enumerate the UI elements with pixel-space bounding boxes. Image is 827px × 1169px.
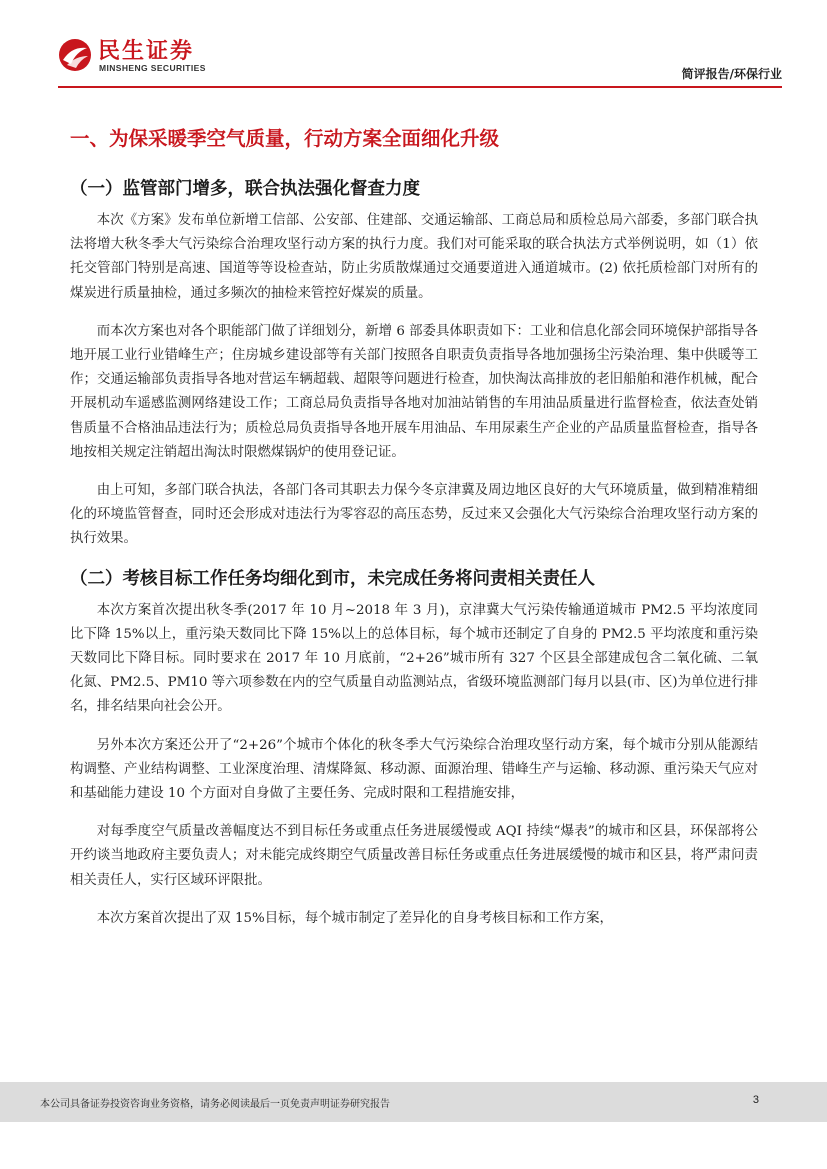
paragraph: 本次方案首次提出秋冬季(2017 年 10 月~2018 年 3 月)，京津冀大气污染传输通道城市 PM2.5 平均浓度同比下降 15%以上，重污染天数同比下降 15%以上的总体目标，每个城市还制定了自身的 PM2.5 平均浓度和重污染天数同比下降目标。同时要求在 2017 年 10 月底前，“2+26”城市所有 327 个区县全部建成包含二氧化硫、二氧化氮、PM2.5、PM10 等六项参数在内的空气质量自动监测站点，省级环境监测部门每月以县(市、区)为单位进行排名，排名结果向社会公开。	[70, 602, 758, 715]
paragraph: 由上可知，多部门联合执法，各部门各司其职去力保今冬京津冀及周边地区良好的大气环境质量，做到精准精细化的环境监管督查，同时还会形成对违法行为零容忍的高压态势，反过来又会强化大气污染综合治理攻坚行动方案的执行效果。	[70, 483, 758, 547]
logo-text-en: MINSHENG SECURITIES	[99, 63, 206, 73]
logo-text-cn: 民生证券	[98, 39, 195, 64]
footer-disclaimer: 本公司具备证券投资咨询业务资格，请务必阅读最后一页免责声明证券研究报告	[40, 1099, 390, 1110]
report-type-label: 简评报告/环保行业	[681, 67, 782, 81]
minsheng-logo	[58, 34, 238, 78]
page-footer	[0, 1082, 827, 1122]
paragraph: 而本次方案也对各个职能部门做了详细划分，新增 6 部委具体职责如下：工业和信息化部会同环境保护部指导各地开展工业行业错峰生产；住房城乡建设部等有关部门按照各自职责负责指导各地加强扬尘污染治理、集中供暖等工作；交通运输部负责指导各地对营运车辆超载、超限等问题进行检查，加快淘汰高排放的老旧船舶和港作机械，配合开展机动车遥感监测网络建设工作；工商总局负责指导各地对加油站销售的车用油品质量进行监督检查，依法查处销售质量不合格油品违法行为；质检总局负责指导各地开展车用油品、车用尿素生产企业的产品质量监督检查，指导各地按相关规定注销超出淘汰时限燃煤锅炉的使用登记证。	[70, 323, 758, 460]
paragraph: 本次《方案》发布单位新增工信部、公安部、住建部、交通运输部、工商总局和质检总局六部委，多部门联合执法将增大秋冬季大气污染综合治理攻坚行动方案的执行力度。我们对可能采取的联合执法方式举例说明，如（1）依托交管部门特别是高速、国道等等设检查站，防止劣质散煤通过交通要道进入通道城市。(2) 依托质检部门对所有的煤炭进行质量抽检，通过多频次的抽检来管控好煤炭的质量。	[70, 213, 758, 301]
page-number: 3	[752, 1094, 759, 1106]
page-header	[0, 0, 827, 90]
document-body	[70, 124, 758, 945]
header-divider	[58, 86, 782, 88]
minsheng-logo-icon	[58, 38, 92, 72]
paragraph: 另外本次方案还公开了“2+26”个城市个体化的秋冬季大气污染综合治理攻坚行动方案，每个城市分别从能源结构调整、产业结构调整、工业深度治理、清煤降氮、移动源、面源治理、错峰生产与运输、移动源、重污染天气应对和基础能力建设 10 个方面对自身做了主要任务、完成时限和工程措施安排，	[70, 737, 758, 802]
paragraph: 对每季度空气质量改善幅度达不到目标任务或重点任务进展缓慢或 AQI 持续“爆表”的城市和区县，环保部将公开约谈当地政府主要负责人；对未能完成终期空气质量改善目标任务或重点任务进展缓慢的城市和区县，将严肃问责相关责任人，实行区域环评限批。	[70, 824, 758, 888]
subsection-heading-1: （一）监管部门增多，联合执法强化督查力度	[70, 179, 420, 199]
paragraph: 本次方案首次提出了双 15%目标，每个城市制定了差异化的自身考核目标和工作方案，	[96, 910, 613, 926]
section-title: 一、为保采暖季空气质量，行动方案全面细化升级	[70, 127, 500, 150]
subsection-heading-2: （二）考核目标工作任务均细化到市，未完成任务将问责相关责任人	[70, 568, 595, 589]
